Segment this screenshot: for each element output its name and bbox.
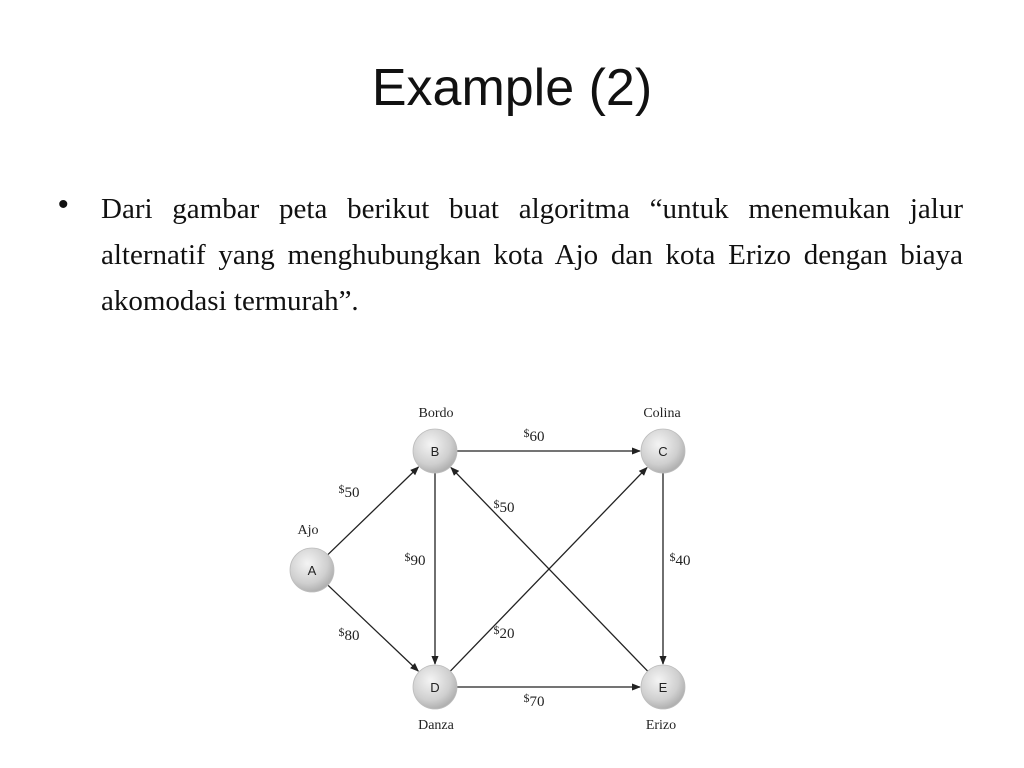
edge-cost-label	[524, 691, 545, 710]
edge-B-C	[457, 426, 640, 451]
edge-cost-label	[339, 625, 360, 644]
currency-symbol: $	[338, 625, 345, 639]
currency-symbol: $	[404, 550, 411, 564]
cost-value: 80	[344, 628, 360, 644]
node-letter: B	[430, 444, 440, 459]
node-danza	[413, 665, 457, 733]
cost-value: 40	[675, 553, 691, 569]
cost-value: 60	[529, 429, 545, 445]
cost-value: 50	[499, 500, 515, 516]
city-label: Bordo	[418, 406, 454, 421]
edge-cost-label	[339, 482, 360, 501]
node-letter: C	[658, 444, 668, 459]
city-label: Ajo	[297, 523, 319, 538]
node-letter: D	[430, 680, 440, 695]
currency-symbol: $	[523, 426, 530, 440]
cost-value: 50	[344, 485, 360, 501]
edge-D-E	[457, 687, 640, 710]
node-colina	[641, 406, 685, 473]
city-label: Danza	[418, 718, 454, 733]
currency-symbol: $	[338, 482, 345, 496]
currency-symbol: $	[493, 623, 500, 637]
cost-value: 70	[529, 694, 545, 710]
node-bordo	[413, 406, 457, 473]
edge-cost-label	[670, 550, 691, 569]
cost-value: 20	[499, 626, 515, 642]
cost-value: 90	[410, 553, 426, 569]
currency-symbol: $	[669, 550, 676, 564]
node-erizo	[641, 665, 685, 733]
edge-C-E	[663, 473, 691, 664]
slide-title: Example (2)	[371, 59, 653, 117]
bullet-marker: •	[58, 188, 69, 221]
edge-A-D	[328, 585, 418, 671]
edge-cost-label	[405, 550, 426, 569]
edge-B-D	[405, 473, 436, 664]
node-ajo	[290, 523, 334, 592]
node-letter: E	[658, 680, 668, 695]
city-label: Erizo	[645, 718, 677, 733]
currency-symbol: $	[493, 497, 500, 511]
bullet-text: Dari gambar peta berikut buat algoritma “untuk menemukan jalur alternatif yang menghubungkan kota Ajo dan kota Erizo dengan biaya akomodasi termurah”.	[101, 193, 963, 317]
edge-A-B	[328, 467, 419, 555]
currency-symbol: $	[523, 691, 530, 705]
edge-cost-label	[494, 623, 515, 642]
city-label: Colina	[643, 406, 681, 421]
node-letter: A	[307, 563, 317, 578]
edge-cost-label	[524, 426, 545, 445]
edge-arrow	[328, 467, 419, 555]
edge-cost-label	[494, 497, 515, 516]
